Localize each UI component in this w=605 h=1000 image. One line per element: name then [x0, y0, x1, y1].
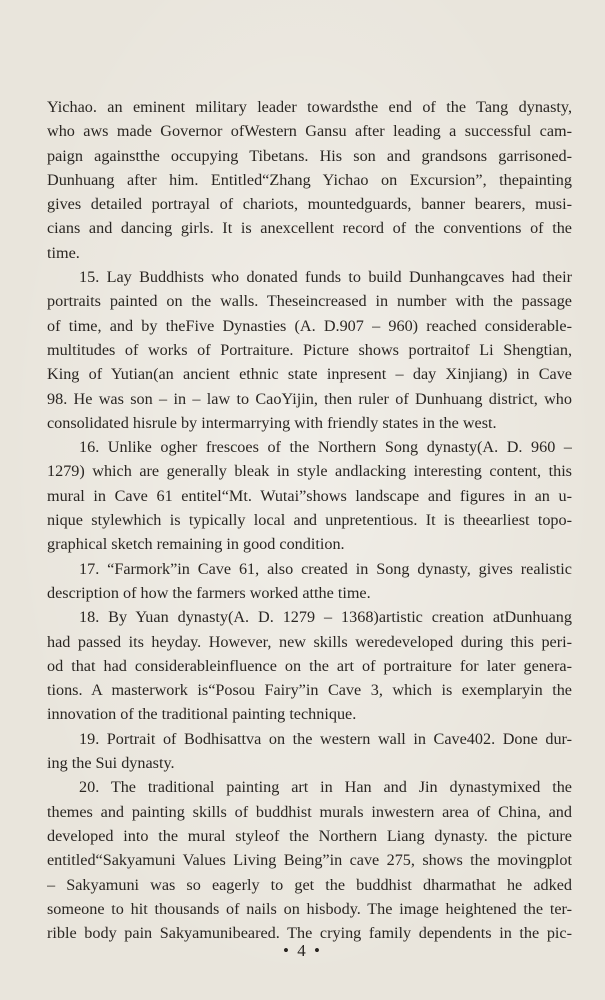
- text-line: od that had considerableinfluence on the art of portraiture for later genera-: [47, 656, 572, 675]
- text-line: Yichao. an eminent military leader towardsthe end of the Tang dynasty,: [47, 98, 572, 116]
- text-line: innovation of the traditional painting technique.: [47, 705, 357, 724]
- text-line: graphical sketch remaining in good condition.: [47, 535, 345, 554]
- text-line: mural in Cave 61 entitel“Mt. Wutai”shows landscape and figures in an u-: [47, 486, 572, 505]
- text-line: someone to hit thousands of nails on hisbody. The image heightened the ter-: [47, 899, 572, 918]
- paragraph-20-start: 20. The traditional painting art in Han and Jin dynastymixed the: [79, 778, 572, 797]
- text-line: nique stylewhich is typically local and unpretentious. It is theearliest topo-: [47, 511, 572, 530]
- text-line: ing the Sui dynasty.: [47, 754, 175, 773]
- paragraph-19-start: 19. Portrait of Bodhisattva on the western wall in Cave402. Done dur-: [79, 729, 572, 748]
- paragraph-17-start: 17. “Farmork”in Cave 61, also created in Song dynasty, gives realistic: [79, 559, 572, 578]
- text-line: 98. He was son – in – law to CaoYijin, then ruler of Dunhuang district, who: [47, 389, 572, 408]
- body-text: [47, 95, 572, 945]
- text-line: consolidated hisrule by intermarrying with friendly states in the west.: [47, 413, 497, 432]
- text-line: tions. A masterwork is“Posou Fairy”in Cave 3, which is exemplaryin the: [47, 681, 572, 700]
- text-line: had passed its heyday. However, new skills weredeveloped during this peri-: [47, 632, 572, 651]
- text-line: – Sakyamuni was so eagerly to get the buddhist dharmathat he adked: [47, 875, 572, 894]
- text-line: multitudes of works of Portraiture. Picture shows portraitof Li Shengtian,: [47, 340, 572, 359]
- text-line: of time, and by theFive Dynasties (A. D.907 – 960) reached considerable-: [47, 316, 572, 335]
- page-number: • 4 •: [283, 941, 322, 960]
- text-line: entitled“Sakyamuni Values Living Being”in cave 275, shows the movingplot: [47, 851, 572, 870]
- text-line: paign againstthe occupying Tibetans. His son and grandsons garrisoned-: [47, 146, 572, 165]
- text-line: cians and dancing girls. It is anexcellent record of the conventions of the: [47, 219, 572, 238]
- text-line: gives detailed portrayal of chariots, mountedguards, banner bearers, musi-: [47, 195, 572, 214]
- text-line: developed into the mural styleof the Northern Liang dynasty. the picture: [47, 826, 572, 845]
- text-line: who aws made Governor ofWestern Gansu after leading a successful cam-: [47, 122, 572, 141]
- text-line: themes and painting skills of buddhist murals inwestern area of China, and: [47, 802, 572, 821]
- text-line: rible body pain Sakyamunibeared. The crying family dependents in the pic-: [47, 924, 572, 943]
- text-line: King of Yutian(an ancient ethnic state inpresent – day Xinjiang) in Cave: [47, 365, 572, 384]
- paragraph-15-start: 15. Lay Buddhists who donated funds to build Dunhangcaves had their: [79, 268, 572, 287]
- text-line: description of how the farmers worked atthe time.: [47, 583, 371, 602]
- text-line: Dunhuang after him. Entitled“Zhang Yichao on Excursion”, thepainting: [47, 170, 572, 189]
- paragraph-16-start: 16. Unlike ogher frescoes of the Northern Song dynasty(A. D. 960 –: [79, 438, 572, 457]
- text-line: portraits painted on the walls. Theseincreased in number with the passage: [47, 292, 572, 311]
- text-line: 1279) which are generally bleak in style andlacking interesting content, this: [47, 462, 572, 481]
- text-line: time.: [47, 243, 80, 262]
- paragraph-18-start: 18. By Yuan dynasty(A. D. 1279 – 1368)artistic creation atDunhuang: [79, 608, 572, 627]
